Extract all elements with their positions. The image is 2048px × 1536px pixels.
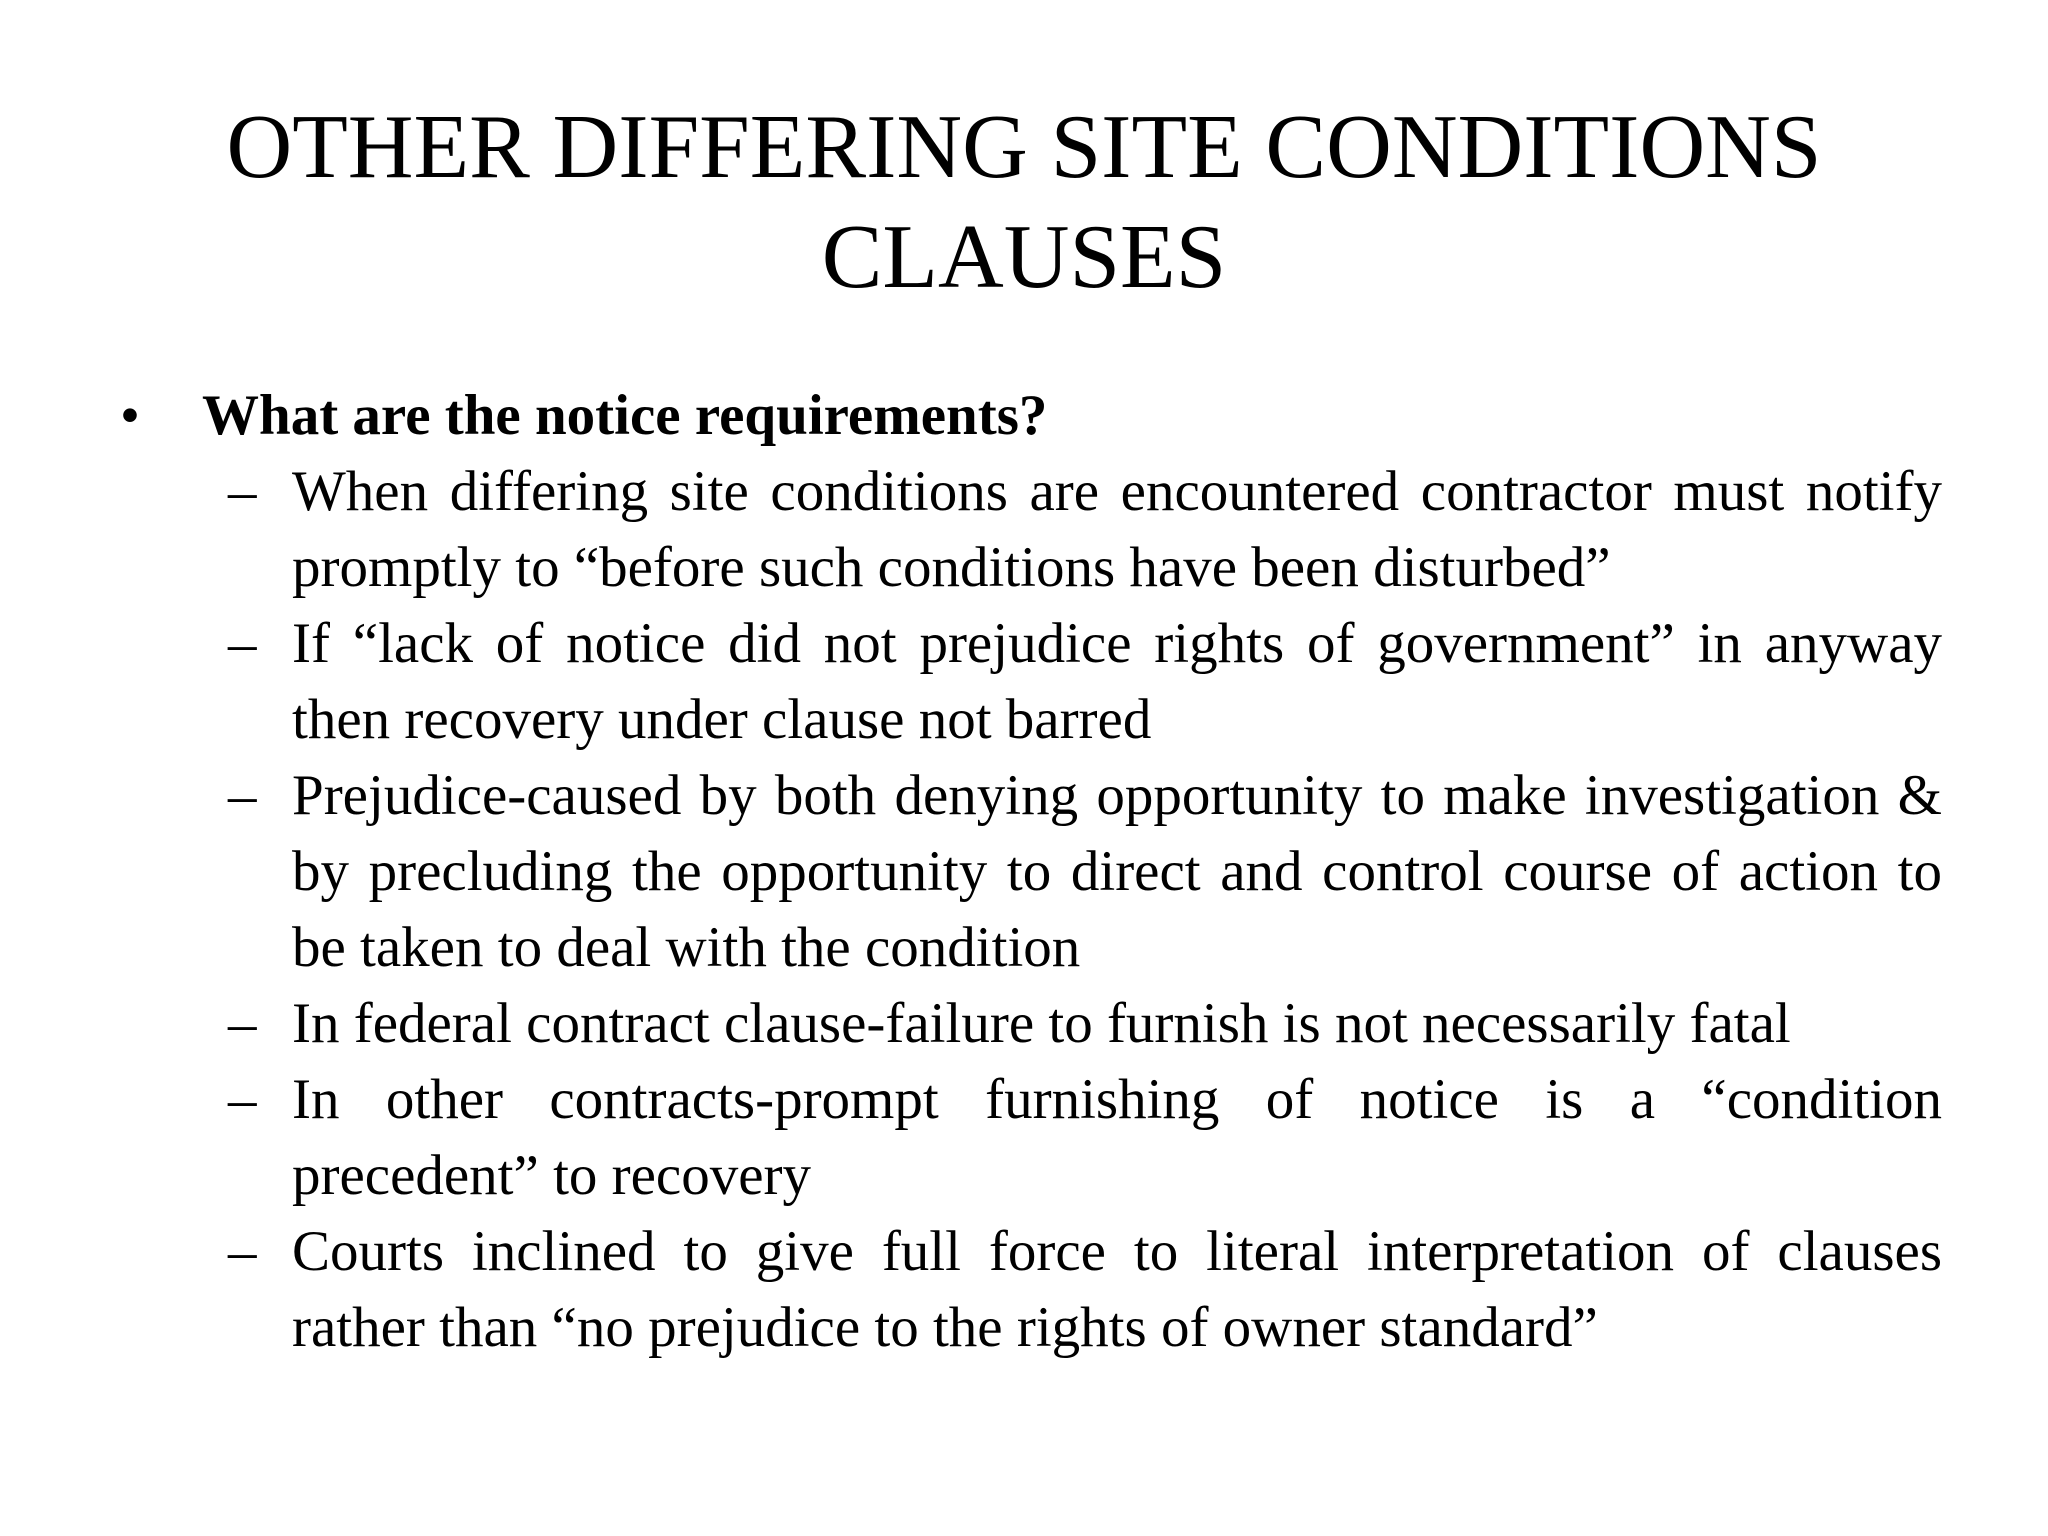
bullet-marker: • bbox=[120, 384, 140, 447]
dash-marker: – bbox=[228, 1220, 257, 1283]
sub-bullet-item bbox=[228, 1214, 1942, 1366]
sub-bullet-text: In other contracts-prompt furnishing of notice is a “condition precedent” to recovery bbox=[292, 1068, 1942, 1207]
sub-bullet-item bbox=[228, 1062, 1942, 1214]
main-bullet-text: What are the notice requirements? bbox=[202, 384, 1048, 447]
slide-title-line-2: CLAUSES bbox=[821, 206, 1227, 307]
dash-marker: – bbox=[228, 460, 257, 523]
dash-marker: – bbox=[228, 992, 257, 1055]
dash-marker: – bbox=[228, 612, 257, 675]
sub-bullet-text: Prejudice-caused by both denying opportunity to make investigation & by precluding the opportunity to direct and control course of action to be taken to deal with the condition bbox=[292, 764, 1942, 979]
dash-marker: – bbox=[228, 764, 257, 827]
slide-title-line-1: OTHER DIFFERING SITE CONDITIONS bbox=[226, 96, 1822, 197]
dash-marker: – bbox=[228, 1068, 257, 1131]
sub-bullet-text: In federal contract clause-failure to furnish is not necessarily fatal bbox=[292, 992, 1791, 1055]
sub-bullet-item bbox=[228, 758, 1942, 986]
sub-bullet-item bbox=[228, 606, 1942, 758]
sub-bullet-text: When differing site conditions are encountered contractor must notify promptly to “before such conditions have been disturbed” bbox=[292, 460, 1942, 599]
sub-bullet-text: If “lack of notice did not prejudice rights of government” in anyway then recovery under clause not barred bbox=[292, 612, 1942, 751]
sub-bullet-list bbox=[0, 454, 2048, 1366]
sub-bullet-text: Courts inclined to give full force to literal interpretation of clauses rather than “no prejudice to the rights of owner standard” bbox=[292, 1220, 1942, 1359]
sub-bullet-item bbox=[228, 454, 1942, 606]
sub-bullet-item bbox=[228, 986, 1942, 1062]
slide-title bbox=[0, 92, 2048, 312]
